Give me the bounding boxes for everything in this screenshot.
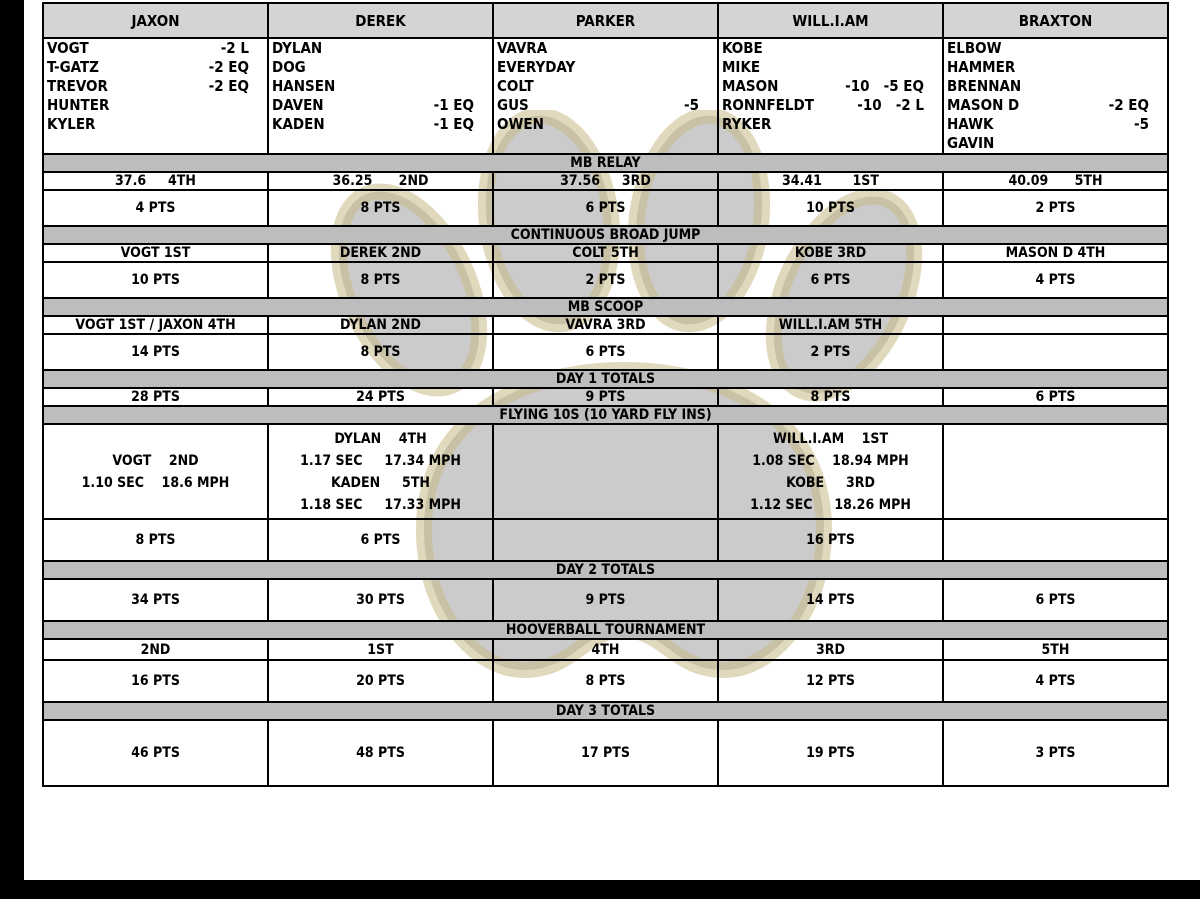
player-name: ELBOW xyxy=(947,39,1002,57)
points-jaxon: 16 PTS xyxy=(43,660,268,702)
flying-result-line: 1.08 SEC 18.94 MPH xyxy=(752,452,909,469)
result-parker: 37.56 3RD xyxy=(493,172,718,190)
flying-result-line: WILL.I.AM 1ST xyxy=(772,430,889,447)
points-parker: 6 PTS xyxy=(493,334,718,370)
results-table xyxy=(42,2,1169,787)
flying-result-line: 1.12 SEC 18.26 MPH xyxy=(750,496,911,513)
points-will-i-am: 10 PTS xyxy=(718,190,943,226)
points-jaxon: 14 PTS xyxy=(43,334,268,370)
results-row xyxy=(43,244,1168,262)
roster-line xyxy=(944,77,1167,96)
roster-line xyxy=(944,134,1167,153)
roster-line xyxy=(944,58,1167,77)
section-day3-totals xyxy=(43,702,1168,720)
section-title: DAY 2 TOTALS xyxy=(43,561,1168,579)
section-title: MB RELAY xyxy=(43,154,1168,172)
player-penalty: -10 -2 L xyxy=(857,96,924,114)
flying-result-line: 1.10 SEC 18.6 MPH xyxy=(81,474,230,491)
section-title: HOOVERBALL TOURNAMENT xyxy=(43,621,1168,639)
points-derek: 24 PTS xyxy=(268,388,493,406)
roster-line xyxy=(494,115,717,134)
player-name: RONNFELDT xyxy=(722,96,814,114)
section-title: DAY 3 TOTALS xyxy=(43,702,1168,720)
points-parker xyxy=(493,519,718,561)
player-name: HAWK xyxy=(947,115,994,133)
roster-braxton xyxy=(943,38,1168,154)
flying-result-line: KOBE 3RD xyxy=(786,474,875,491)
points-parker: 2 PTS xyxy=(493,262,718,298)
roster-line xyxy=(944,115,1167,134)
player-name: MASON D xyxy=(947,96,1020,114)
results-row xyxy=(43,639,1168,660)
results-row xyxy=(43,172,1168,190)
result-derek: 1ST xyxy=(268,639,493,660)
roster-line xyxy=(494,77,717,96)
team-header-jaxon: JAXON xyxy=(43,3,268,38)
points-will-i-am: 14 PTS xyxy=(718,579,943,621)
result-will-i-am: 34.41 1ST xyxy=(718,172,943,190)
points-derek: 8 PTS xyxy=(268,262,493,298)
roster-line xyxy=(944,96,1167,115)
section-flying-10s xyxy=(43,406,1168,424)
roster-line xyxy=(719,58,942,77)
team-header-row xyxy=(43,3,1168,38)
result-will-i-am xyxy=(718,424,943,519)
flying-result-line: DYLAN 4TH xyxy=(334,430,427,447)
points-parker: 9 PTS xyxy=(493,579,718,621)
result-parker xyxy=(493,424,718,519)
flying-result-line: 1.18 SEC 17.33 MPH xyxy=(300,496,461,513)
section-title: MB SCOOP xyxy=(43,298,1168,316)
player-name: T-GATZ xyxy=(47,58,99,76)
roster-line xyxy=(44,77,267,96)
points-jaxon: 8 PTS xyxy=(43,519,268,561)
points-braxton: 3 PTS xyxy=(943,720,1168,786)
points-will-i-am: 19 PTS xyxy=(718,720,943,786)
points-parker: 8 PTS xyxy=(493,660,718,702)
result-will-i-am: KOBE 3RD xyxy=(718,244,943,262)
roster-line xyxy=(494,39,717,58)
points-row xyxy=(43,262,1168,298)
player-name: MIKE xyxy=(722,58,761,76)
points-will-i-am: 8 PTS xyxy=(718,388,943,406)
result-will-i-am: 3RD xyxy=(718,639,943,660)
points-row xyxy=(43,388,1168,406)
result-derek xyxy=(268,424,493,519)
player-name: HANSEN xyxy=(272,77,336,95)
roster-line xyxy=(269,39,492,58)
points-row xyxy=(43,519,1168,561)
flying-result-line: 1.17 SEC 17.34 MPH xyxy=(300,452,461,469)
result-braxton: MASON D 4TH xyxy=(943,244,1168,262)
points-braxton: 2 PTS xyxy=(943,190,1168,226)
roster-line xyxy=(269,58,492,77)
player-name: HUNTER xyxy=(47,96,110,114)
result-parker: COLT 5TH xyxy=(493,244,718,262)
roster-line xyxy=(44,39,267,58)
player-name: HAMMER xyxy=(947,58,1016,76)
points-braxton xyxy=(943,519,1168,561)
result-derek: 36.25 2ND xyxy=(268,172,493,190)
points-derek: 48 PTS xyxy=(268,720,493,786)
points-derek: 6 PTS xyxy=(268,519,493,561)
roster-line xyxy=(944,39,1167,58)
roster-line xyxy=(719,77,942,96)
result-derek: DYLAN 2ND xyxy=(268,316,493,334)
points-braxton xyxy=(943,334,1168,370)
points-jaxon: 46 PTS xyxy=(43,720,268,786)
section-day2-totals xyxy=(43,561,1168,579)
roster-line xyxy=(494,96,717,115)
flying-result-line: VOGT 2ND xyxy=(112,452,199,469)
player-penalty: -2 EQ xyxy=(208,77,249,95)
player-name: COLT xyxy=(497,77,534,95)
roster-will-i-am xyxy=(718,38,943,154)
team-header-derek: DEREK xyxy=(268,3,493,38)
roster-line xyxy=(719,39,942,58)
roster-line xyxy=(269,115,492,134)
points-jaxon: 4 PTS xyxy=(43,190,268,226)
player-name: DYLAN xyxy=(272,39,323,57)
player-name: TREVOR xyxy=(47,77,108,95)
points-row xyxy=(43,720,1168,786)
result-braxton xyxy=(943,316,1168,334)
points-will-i-am: 12 PTS xyxy=(718,660,943,702)
points-derek: 20 PTS xyxy=(268,660,493,702)
roster-line xyxy=(44,58,267,77)
points-braxton: 4 PTS xyxy=(943,660,1168,702)
section-title: FLYING 10S (10 YARD FLY INS) xyxy=(43,406,1168,424)
points-jaxon: 34 PTS xyxy=(43,579,268,621)
player-penalty: -1 EQ xyxy=(433,115,474,133)
flying-result-line: KADEN 5TH xyxy=(331,474,430,491)
player-name: VAVRA xyxy=(497,39,548,57)
results-row xyxy=(43,424,1168,519)
section-mb-relay xyxy=(43,154,1168,172)
player-name: VOGT xyxy=(47,39,89,57)
section-broad-jump xyxy=(43,226,1168,244)
roster-parker xyxy=(493,38,718,154)
player-penalty: -5 xyxy=(1134,115,1149,133)
result-braxton: 40.09 5TH xyxy=(943,172,1168,190)
result-will-i-am: WILL.I.AM 5TH xyxy=(718,316,943,334)
points-braxton: 4 PTS xyxy=(943,262,1168,298)
team-header-braxton: BRAXTON xyxy=(943,3,1168,38)
points-will-i-am: 2 PTS xyxy=(718,334,943,370)
team-header-will-i-am: WILL.I.AM xyxy=(718,3,943,38)
points-braxton: 6 PTS xyxy=(943,388,1168,406)
result-jaxon: VOGT 1ST / JAXON 4TH xyxy=(43,316,268,334)
player-name: GUS xyxy=(497,96,529,114)
section-hooverball xyxy=(43,621,1168,639)
roster-line xyxy=(44,115,267,134)
team-header-parker: PARKER xyxy=(493,3,718,38)
player-name: RYKER xyxy=(722,115,772,133)
player-penalty: -1 EQ xyxy=(433,96,474,114)
roster-jaxon xyxy=(43,38,268,154)
player-penalty: -5 xyxy=(684,96,699,114)
section-title: CONTINUOUS BROAD JUMP xyxy=(43,226,1168,244)
roster-row xyxy=(43,38,1168,154)
result-jaxon xyxy=(43,424,268,519)
player-penalty: -2 L xyxy=(220,39,249,57)
roster-line xyxy=(719,96,942,115)
result-jaxon: VOGT 1ST xyxy=(43,244,268,262)
points-jaxon: 10 PTS xyxy=(43,262,268,298)
roster-line xyxy=(494,58,717,77)
section-title: DAY 1 TOTALS xyxy=(43,370,1168,388)
roster-line xyxy=(269,77,492,96)
player-penalty: -10 -5 EQ xyxy=(845,77,924,95)
points-derek: 30 PTS xyxy=(268,579,493,621)
points-derek: 8 PTS xyxy=(268,334,493,370)
player-name: MASON xyxy=(722,77,779,95)
player-name: EVERYDAY xyxy=(497,58,576,76)
points-derek: 8 PTS xyxy=(268,190,493,226)
player-name: KOBE xyxy=(722,39,763,57)
player-penalty: -2 EQ xyxy=(1108,96,1149,114)
player-name: KADEN xyxy=(272,115,325,133)
section-mb-scoop xyxy=(43,298,1168,316)
points-parker: 9 PTS xyxy=(493,388,718,406)
roster-line xyxy=(44,96,267,115)
player-name: DAVEN xyxy=(272,96,324,114)
results-row xyxy=(43,316,1168,334)
points-braxton: 6 PTS xyxy=(943,579,1168,621)
points-parker: 6 PTS xyxy=(493,190,718,226)
player-name: GAVIN xyxy=(947,134,995,152)
player-name: BRENNAN xyxy=(947,77,1022,95)
result-parker: VAVRA 3RD xyxy=(493,316,718,334)
score-sheet xyxy=(24,0,1200,880)
points-parker: 17 PTS xyxy=(493,720,718,786)
player-name: DOG xyxy=(272,58,306,76)
result-parker: 4TH xyxy=(493,639,718,660)
roster-line xyxy=(269,96,492,115)
points-will-i-am: 6 PTS xyxy=(718,262,943,298)
result-jaxon: 2ND xyxy=(43,639,268,660)
points-jaxon: 28 PTS xyxy=(43,388,268,406)
result-derek: DEREK 2ND xyxy=(268,244,493,262)
points-will-i-am: 16 PTS xyxy=(718,519,943,561)
player-name: OWEN xyxy=(497,115,544,133)
section-day1-totals xyxy=(43,370,1168,388)
result-jaxon: 37.6 4TH xyxy=(43,172,268,190)
player-penalty: -2 EQ xyxy=(208,58,249,76)
player-name: KYLER xyxy=(47,115,96,133)
roster-line xyxy=(719,115,942,134)
roster-derek xyxy=(268,38,493,154)
result-braxton xyxy=(943,424,1168,519)
points-row xyxy=(43,334,1168,370)
points-row xyxy=(43,579,1168,621)
points-row xyxy=(43,190,1168,226)
result-braxton: 5TH xyxy=(943,639,1168,660)
points-row xyxy=(43,660,1168,702)
